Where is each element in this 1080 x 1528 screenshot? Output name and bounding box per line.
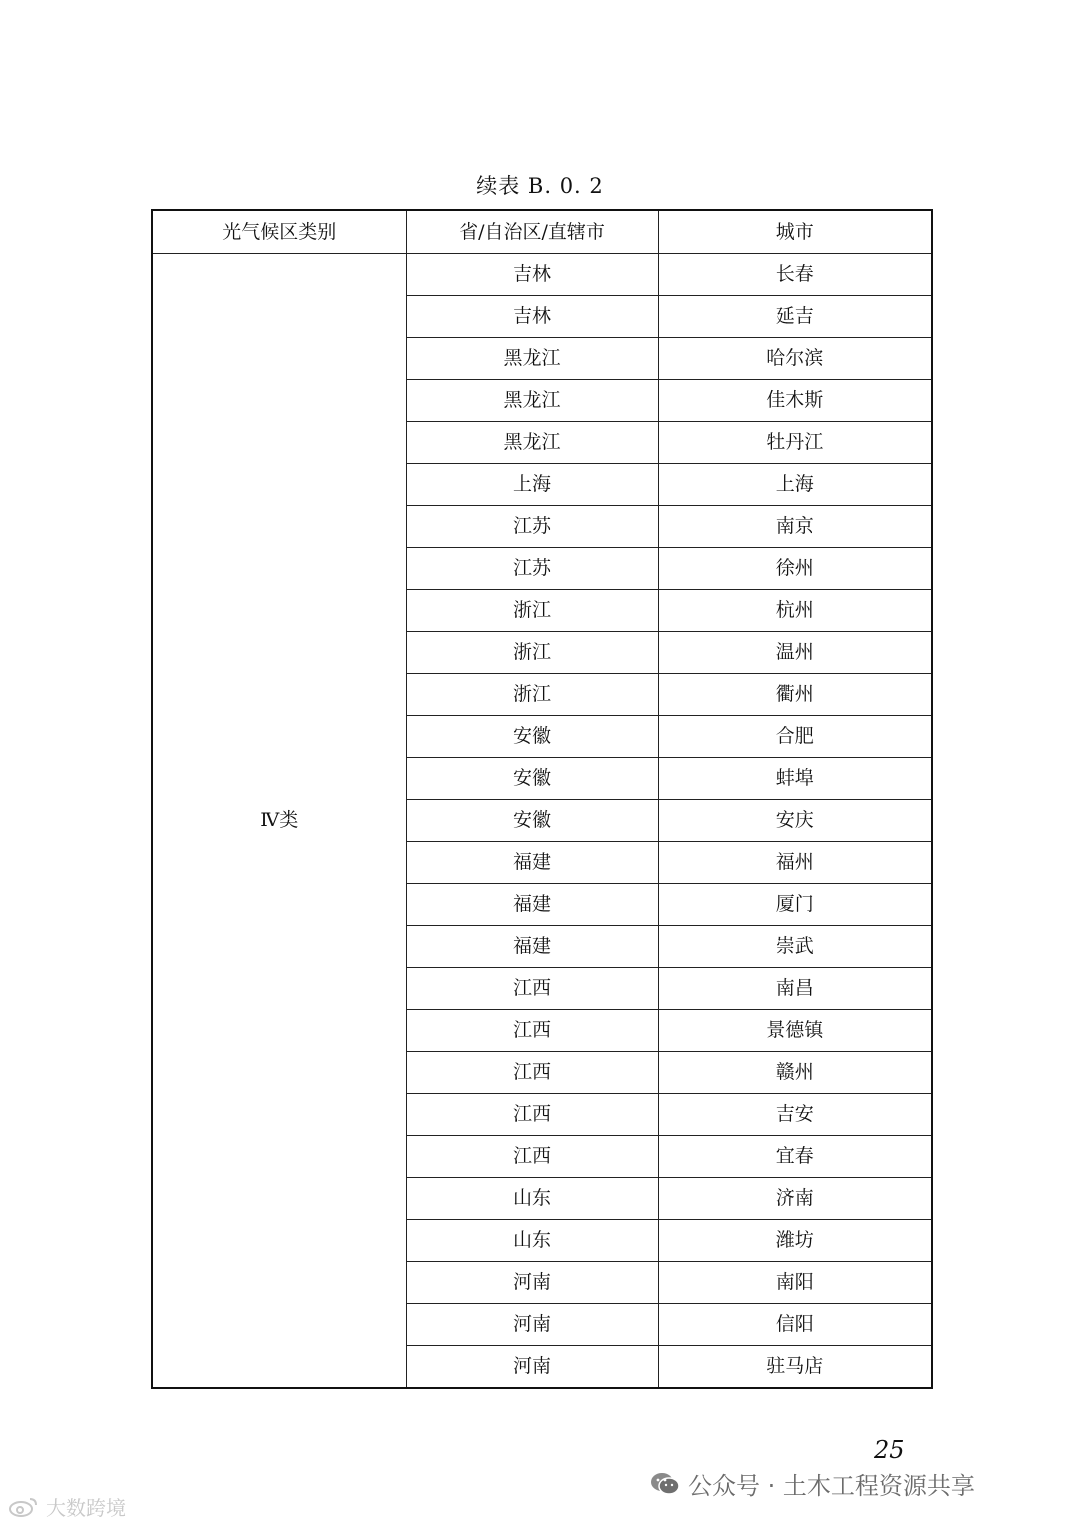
city-cell: 赣州	[658, 1052, 932, 1094]
city-cell: 福州	[658, 842, 932, 884]
table-caption: 续表 B. 0. 2	[476, 174, 604, 198]
city-cell: 合肥	[658, 716, 932, 758]
province-cell: 河南	[406, 1346, 658, 1389]
city-cell: 信阳	[658, 1304, 932, 1346]
table-body	[152, 254, 932, 1389]
city-cell: 徐州	[658, 548, 932, 590]
header-province: 省/自治区/直辖市	[406, 210, 658, 254]
city-cell: 杭州	[658, 590, 932, 632]
province-cell: 上海	[406, 464, 658, 506]
climate-zone-table	[151, 209, 933, 1389]
province-cell: 福建	[406, 926, 658, 968]
province-cell: 黑龙江	[406, 422, 658, 464]
province-cell: 江西	[406, 1010, 658, 1052]
city-cell: 延吉	[658, 296, 932, 338]
city-cell: 南京	[658, 506, 932, 548]
province-cell: 浙江	[406, 590, 658, 632]
weibo-icon	[8, 1496, 40, 1518]
city-cell: 厦门	[658, 884, 932, 926]
table-header-row	[152, 210, 932, 254]
city-cell: 上海	[658, 464, 932, 506]
province-cell: 福建	[406, 884, 658, 926]
province-cell: 山东	[406, 1178, 658, 1220]
city-cell: 衢州	[658, 674, 932, 716]
table-container	[151, 209, 933, 1389]
watermark-left-text: 大数跨境	[46, 1496, 126, 1520]
city-cell: 蚌埠	[658, 758, 932, 800]
province-cell: 安徽	[406, 716, 658, 758]
province-cell: 河南	[406, 1304, 658, 1346]
province-cell: 吉林	[406, 254, 658, 296]
province-cell: 江西	[406, 1094, 658, 1136]
category-cell: Ⅳ类	[152, 254, 406, 1389]
city-cell: 崇武	[658, 926, 932, 968]
city-cell: 潍坊	[658, 1220, 932, 1262]
city-cell: 济南	[658, 1178, 932, 1220]
province-cell: 江苏	[406, 548, 658, 590]
province-cell: 江苏	[406, 506, 658, 548]
city-cell: 长春	[658, 254, 932, 296]
header-category: 光气候区类别	[152, 210, 406, 254]
city-cell: 宜春	[658, 1136, 932, 1178]
province-cell: 福建	[406, 842, 658, 884]
city-cell: 南昌	[658, 968, 932, 1010]
wechat-icon	[650, 1471, 680, 1497]
province-cell: 江西	[406, 968, 658, 1010]
province-cell: 安徽	[406, 758, 658, 800]
city-cell: 南阳	[658, 1262, 932, 1304]
province-cell: 浙江	[406, 674, 658, 716]
province-cell: 黑龙江	[406, 380, 658, 422]
city-cell: 佳木斯	[658, 380, 932, 422]
city-cell: 安庆	[658, 800, 932, 842]
province-cell: 安徽	[406, 800, 658, 842]
province-cell: 山东	[406, 1220, 658, 1262]
city-cell: 驻马店	[658, 1346, 932, 1389]
watermark-weibo	[8, 1492, 126, 1521]
province-cell: 江西	[406, 1136, 658, 1178]
watermark-right-text: 公众号 · 土木工程资源共享	[688, 1472, 975, 1500]
city-cell: 温州	[658, 632, 932, 674]
province-cell: 江西	[406, 1052, 658, 1094]
city-cell: 吉安	[658, 1094, 932, 1136]
city-cell: 牡丹江	[658, 422, 932, 464]
city-cell: 景德镇	[658, 1010, 932, 1052]
table-row	[152, 254, 932, 296]
province-cell: 黑龙江	[406, 338, 658, 380]
province-cell: 河南	[406, 1262, 658, 1304]
province-cell: 吉林	[406, 296, 658, 338]
province-cell: 浙江	[406, 632, 658, 674]
watermark-wechat	[650, 1466, 975, 1501]
header-city: 城市	[658, 210, 932, 254]
city-cell: 哈尔滨	[658, 338, 932, 380]
page-number: 25	[874, 1436, 905, 1464]
